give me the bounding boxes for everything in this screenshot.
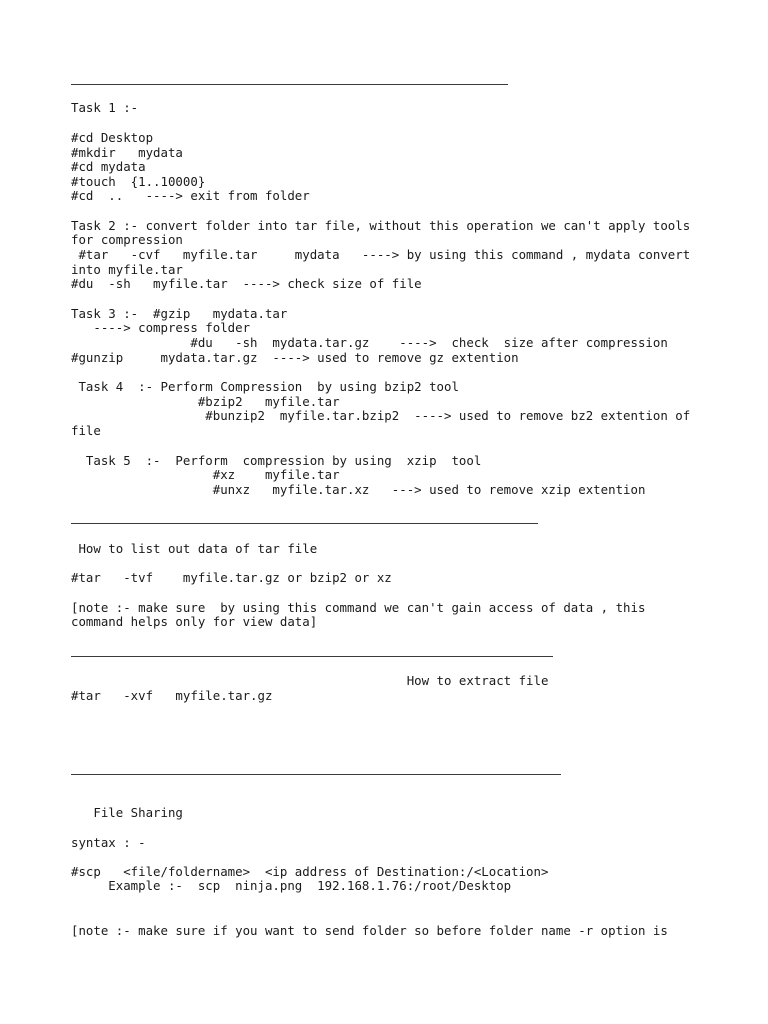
task5-heading: Task 5 :- Perform compression by using xzip tool <box>71 453 482 468</box>
task1-heading: Task 1 :- <box>71 100 139 115</box>
list-heading: How to list out data of tar file <box>71 541 318 556</box>
task2-line-2: #tar -cvf myfile.tar mydata ----> by using this command , mydata convert <box>71 247 691 262</box>
scp-syntax: #scp <file/foldername> <ip address of Destination:/<Location> <box>71 864 549 879</box>
syntax-label: syntax : - <box>71 835 146 850</box>
divider-4 <box>71 774 561 775</box>
divider-top <box>71 84 508 85</box>
task4-line-3: file <box>71 423 101 438</box>
list-command: #tar -tvf myfile.tar.gz or bzip2 or xz <box>71 570 392 585</box>
divider-2 <box>71 523 538 524</box>
task2-line-3: into myfile.tar <box>71 262 183 277</box>
extract-heading: How to extract file <box>71 673 549 688</box>
task1-line-4: #touch {1..10000} <box>71 174 206 189</box>
file-sharing-heading: File Sharing <box>71 805 183 820</box>
scp-example: Example :- scp ninja.png 192.168.1.76:/root/Desktop <box>71 878 512 893</box>
task3-line-3: #gunzip mydata.tar.gz ----> used to remove gz extention <box>71 350 519 365</box>
task2-line-1: for compression <box>71 232 183 247</box>
task3-line-1: ----> compress folder <box>71 320 251 335</box>
list-note-2: command helps only for view data] <box>71 614 318 629</box>
list-note-1: [note :- make sure by using this command we can't gain access of data , this <box>71 600 646 615</box>
task1-line-1: #cd Desktop <box>71 130 154 145</box>
divider-3 <box>71 656 553 657</box>
task4-heading: Task 4 :- Perform Compression by using bzip2 tool <box>71 379 459 394</box>
scp-note: [note :- make sure if you want to send folder so before folder name -r option is <box>71 923 668 938</box>
task4-line-1: #bzip2 myfile.tar <box>71 394 340 409</box>
task3-line-2: #du -sh mydata.tar.gz ----> check size after compression <box>71 335 668 350</box>
extract-command: #tar -xvf myfile.tar.gz <box>71 688 273 703</box>
task5-line-2: #unxz myfile.tar.xz ---> used to remove xzip extention <box>71 482 646 497</box>
task4-line-2: #bunzip2 myfile.tar.bzip2 ----> used to remove bz2 extention of <box>71 408 691 423</box>
task3-heading: Task 3 :- #gzip mydata.tar <box>71 306 288 321</box>
task5-line-1: #xz myfile.tar <box>71 467 340 482</box>
task1-line-2: #mkdir mydata <box>71 145 183 160</box>
task1-line-3: #cd mydata <box>71 159 146 174</box>
task2-line-4: #du -sh myfile.tar ----> check size of file <box>71 276 422 291</box>
task2-heading: Task 2 :- convert folder into tar file, without this operation we can't apply tools <box>71 218 691 233</box>
task1-line-5: #cd .. ----> exit from folder <box>71 188 310 203</box>
